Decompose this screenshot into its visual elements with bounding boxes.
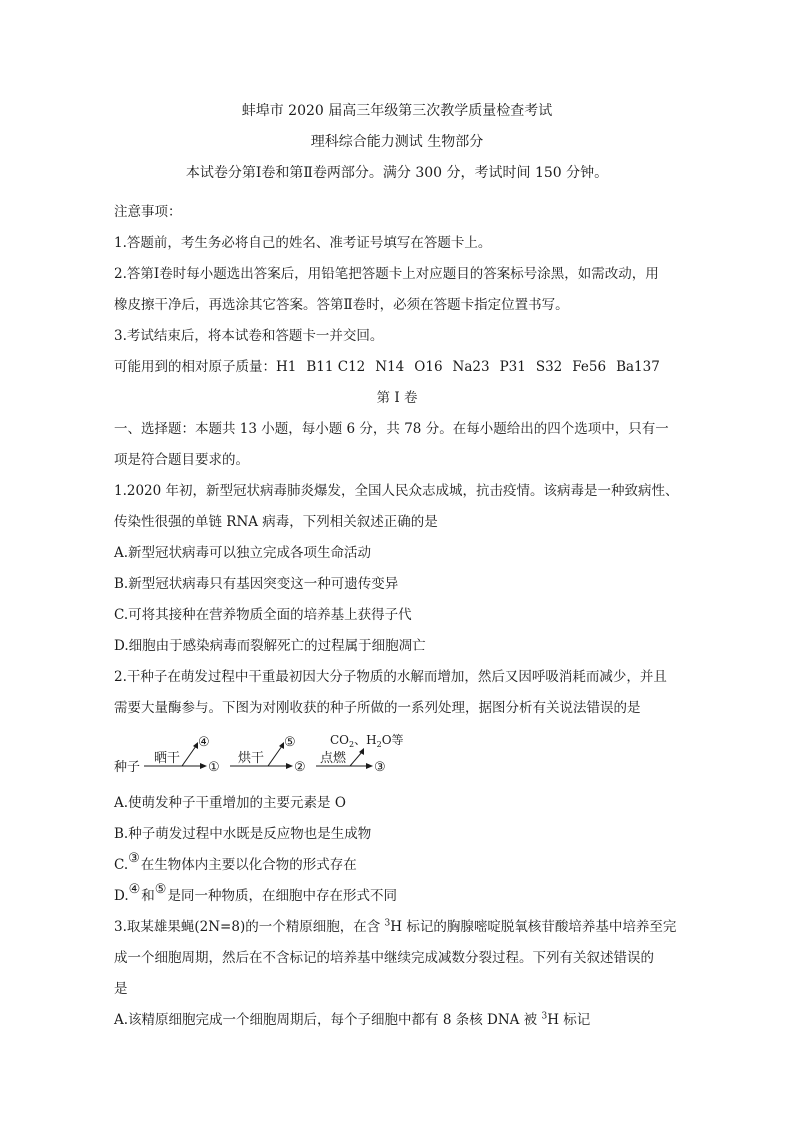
atomic-mass-item: P31 — [499, 359, 526, 375]
atomic-mass-label: 可能用到的相对原子质量： — [114, 359, 276, 375]
q1-option-b: B.新型冠状病毒只有基因突变这一种可遗传变异 — [114, 576, 399, 592]
note-item-1: 1.答题前，考生务必将自己的姓名、准考证号填写在答题卡上。 — [114, 235, 492, 251]
q3-stem-line-3: 是 — [114, 981, 128, 997]
diagram-arrowhead-1 — [200, 763, 207, 769]
diagram-node-2: ② — [294, 760, 306, 775]
atomic-mass-item: Ba137 — [616, 359, 660, 375]
q1-option-c: C.可将其接种在营养物质全面的培养基上获得子代 — [114, 607, 412, 623]
note-item-3: 3.考试结束后，将本试卷和答题卡一并交回。 — [114, 328, 384, 344]
q2-option-a: A.使萌发种子干重增加的主要元素是 O — [114, 795, 346, 811]
diagram-step-2: 烘干 — [238, 751, 265, 766]
q2-stem-line-2: 需要大量酶参与。下图为对刚收获的种子所做的一系列处理，据图分析有关说法错误的是 — [114, 700, 641, 716]
atomic-mass-item: N14 — [375, 359, 405, 375]
diagram-branch-1 — [182, 746, 196, 766]
q1-stem-line-1: 1.2020 年初，新型冠状病毒肺炎爆发，全国人民众志成城，抗击疫情。该病毒是一种致病性、 — [114, 483, 679, 499]
exam-description: 本试卷分第Ⅰ卷和第Ⅱ卷两部分。满分 300 分，考试时间 150 分钟。 — [185, 165, 609, 181]
exam-title: 蚌埠市 2020 届高三年级第三次教学质量检查考试 — [241, 103, 553, 119]
diagram-products: $CO_2$、$H_2O$等 — [330, 733, 404, 749]
note-item-2-line-1: 2.答第Ⅰ卷时每小题选出答案后，用铅笔把答题卡上对应题目的答案标号涂黑，如需改动，用 — [114, 266, 659, 282]
atomic-mass-item: Fe56 — [572, 359, 607, 375]
atomic-mass-line — [114, 355, 660, 375]
part1-instruction-line-2: 项是符合题目要求的。 — [114, 452, 249, 468]
q3-stem-line-1: 3.取某雄果蝇(2N=8)的一个精原细胞，在含 $^3$H 标记的胸腺嘧啶脱氧核苷酸培养基中培养至完 — [114, 918, 677, 935]
q2-option-c: C.③在生物体内主要以化合物的形式存在 — [114, 851, 357, 873]
q1-option-a: A.新型冠状病毒可以独立完成各项生命活动 — [114, 545, 372, 561]
q1-stem-line-2: 传染性很强的单链 RNA 病毒，下列相关叙述正确的是 — [114, 514, 438, 530]
atomic-mass-item: H1 — [276, 359, 297, 375]
section-title: 第 I 卷 — [376, 390, 418, 406]
diagram-node-3: ③ — [374, 760, 386, 775]
part1-instruction-line-1: 一、选择题：本题共 13 小题，每小题 6 分，共 78 分。在每小题给出的四个选项中，只有一 — [114, 421, 669, 437]
diagram-arrowhead-2 — [286, 763, 293, 769]
q2-option-b: B.种子萌发过程中水既是反应物也是生成物 — [114, 826, 372, 842]
diagram-arrowhead-3 — [366, 763, 373, 769]
q1-option-d: D.细胞由于感染病毒而裂解死亡的过程属于细胞凋亡 — [114, 638, 426, 654]
note-item-2-line-2: 橡皮擦干净后，再选涂其它答案。答第Ⅱ卷时，必须在答题卡指定位置书写。 — [114, 297, 569, 313]
diagram-branch-3 — [350, 752, 362, 766]
diagram-node-1: ① — [208, 760, 220, 775]
q3-option-a: A.该精原细胞完成一个细胞周期后，每个子细胞中都有 8 条核 DNA 被 $^3$H 标记 — [114, 1011, 591, 1028]
atomic-mass-item: B11 C12 — [306, 359, 366, 375]
diagram-node-5: ⑤ — [284, 735, 296, 750]
circled-number-4: ④ — [128, 882, 141, 897]
diagram-seed-label: 种子 — [114, 760, 141, 775]
circled-number-3: ③ — [128, 851, 140, 866]
notes-heading: 注意事项： — [114, 204, 182, 220]
q3-stem-line-2: 成一个细胞周期，然后在不含标记的培养基中继续完成减数分裂过程。下列有关叙述错误的 — [114, 950, 654, 966]
diagram-branch-2 — [268, 746, 282, 766]
atomic-mass-item: Na23 — [452, 359, 490, 375]
diagram-step-3: 点燃 — [320, 751, 347, 766]
atomic-mass-item: S32 — [535, 359, 563, 375]
subject-title: 理科综合能力测试 生物部分 — [310, 134, 484, 150]
seed-treatment-diagram — [112, 724, 412, 778]
q2-option-d: D.④和⑤是同一种物质，在细胞中存在形式不同 — [114, 882, 397, 904]
atomic-mass-item: O16 — [414, 359, 443, 375]
q2-stem-line-1: 2.干种子在萌发过程中干重最初因大分子物质的水解而增加，然后又因呼吸消耗而减少，并且 — [114, 669, 667, 685]
diagram-step-1: 晒干 — [154, 751, 181, 766]
circled-number-5: ⑤ — [154, 882, 167, 897]
diagram-node-4: ④ — [198, 735, 210, 750]
